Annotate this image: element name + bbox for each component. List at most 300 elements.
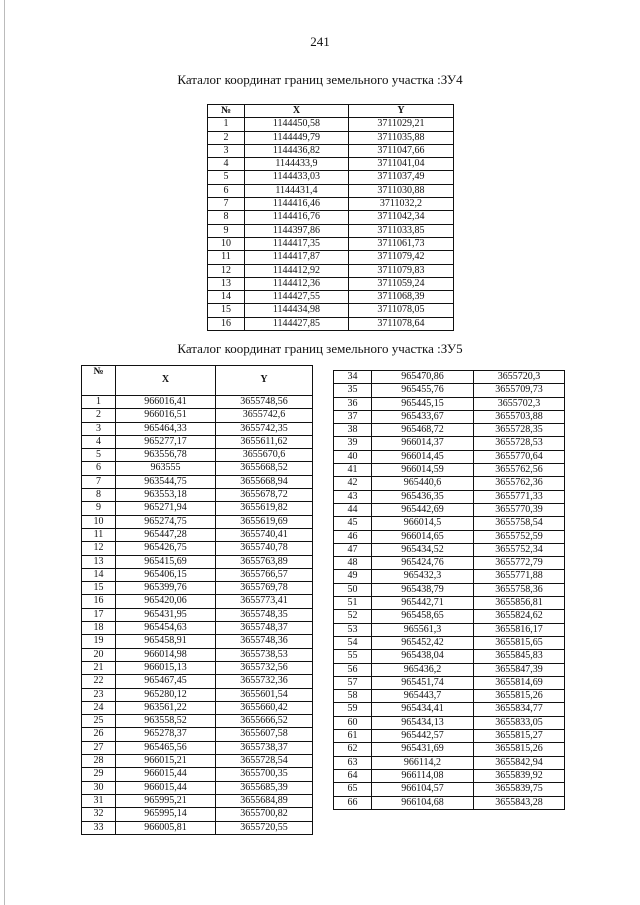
- column-header-number: №: [82, 366, 116, 396]
- cell-number: 6: [82, 462, 116, 475]
- cell-number: 1: [208, 118, 245, 131]
- cell-y: 3655742,6: [216, 409, 313, 422]
- table-row: [82, 701, 313, 714]
- cell-x: 966104,57: [372, 783, 474, 796]
- cell-y: 3655748,35: [216, 608, 313, 621]
- cell-y: 3655738,37: [216, 741, 313, 754]
- cell-y: 3655607,58: [216, 728, 313, 741]
- cell-number: 11: [82, 528, 116, 541]
- cell-y: 3655720,3: [474, 371, 565, 384]
- cell-x: 965424,76: [372, 557, 474, 570]
- table-row: [334, 743, 565, 756]
- cell-number: 54: [334, 636, 372, 649]
- table-header-row: [82, 366, 313, 396]
- cell-y: 3655758,54: [474, 517, 565, 530]
- table-row: [82, 622, 313, 635]
- cell-y: 3711037,49: [349, 171, 454, 184]
- cell-y: 3655762,36: [474, 477, 565, 490]
- table-row: [82, 555, 313, 568]
- cell-y: 3655834,77: [474, 703, 565, 716]
- cell-x: 1144417,87: [245, 251, 349, 264]
- cell-number: 3: [208, 144, 245, 157]
- cell-y: 3655611,62: [216, 435, 313, 448]
- cell-x: 965470,86: [372, 371, 474, 384]
- table-row: [208, 184, 454, 197]
- table-row: [334, 557, 565, 570]
- cell-x: 966014,37: [372, 437, 474, 450]
- cell-x: 965995,21: [116, 794, 216, 807]
- table-row: [208, 144, 454, 157]
- cell-y: 3655619,82: [216, 502, 313, 515]
- cell-x: 965274,75: [116, 515, 216, 528]
- cell-x: 1144433,9: [245, 158, 349, 171]
- table-row: [334, 769, 565, 782]
- cell-x: 965434,41: [372, 703, 474, 716]
- cell-number: 53: [334, 623, 372, 636]
- table-row: [334, 676, 565, 689]
- cell-number: 31: [82, 794, 116, 807]
- cell-y: 3711029,21: [349, 118, 454, 131]
- table-row: [334, 570, 565, 583]
- cell-number: 19: [82, 635, 116, 648]
- table-row: [334, 490, 565, 503]
- cell-x: 965454,63: [116, 622, 216, 635]
- cell-number: 42: [334, 477, 372, 490]
- cell-y: 3655728,53: [474, 437, 565, 450]
- cell-x: 965399,76: [116, 582, 216, 595]
- table-row: [334, 543, 565, 556]
- cell-y: 3655769,78: [216, 582, 313, 595]
- cell-x: 1144417,35: [245, 237, 349, 250]
- cell-number: 58: [334, 690, 372, 703]
- cell-x: 966015,44: [116, 768, 216, 781]
- cell-number: 15: [208, 304, 245, 317]
- cell-number: 37: [334, 410, 372, 423]
- table-row: [82, 542, 313, 555]
- table-row: [82, 608, 313, 621]
- table-row: [208, 131, 454, 144]
- table-row: [208, 291, 454, 304]
- table-row: [82, 688, 313, 701]
- cell-number: 64: [334, 769, 372, 782]
- cell-x: 965431,69: [372, 743, 474, 756]
- table-row: [334, 703, 565, 716]
- cell-x: 1144416,76: [245, 211, 349, 224]
- cell-y: 3711030,88: [349, 184, 454, 197]
- cell-y: 3655703,88: [474, 410, 565, 423]
- cell-y: 3655824,62: [474, 610, 565, 623]
- cell-number: 17: [82, 608, 116, 621]
- zu5-caption: Каталог координат границ земельного участка :ЗУ5: [177, 341, 463, 356]
- cell-x: 963544,75: [116, 475, 216, 488]
- table-row: [82, 728, 313, 741]
- cell-y: 3655773,41: [216, 595, 313, 608]
- table-row: [208, 304, 454, 317]
- table-row: [82, 449, 313, 462]
- cell-number: 59: [334, 703, 372, 716]
- table-row: [334, 716, 565, 729]
- cell-number: 30: [82, 781, 116, 794]
- cell-number: 16: [82, 595, 116, 608]
- cell-x: 965271,94: [116, 502, 216, 515]
- cell-x: 1144449,79: [245, 131, 349, 144]
- cell-y: 3655742,35: [216, 422, 313, 435]
- cell-number: 38: [334, 424, 372, 437]
- table-row: [82, 462, 313, 475]
- cell-number: 7: [208, 198, 245, 211]
- table-row: [334, 424, 565, 437]
- cell-x: 966014,65: [372, 530, 474, 543]
- cell-x: 1144434,98: [245, 304, 349, 317]
- cell-y: 3655814,69: [474, 676, 565, 689]
- cell-number: 41: [334, 464, 372, 477]
- cell-x: 1144397,86: [245, 224, 349, 237]
- cell-x: 965280,12: [116, 688, 216, 701]
- cell-x: 965431,95: [116, 608, 216, 621]
- cell-x: 965440,6: [372, 477, 474, 490]
- cell-x: 965436,35: [372, 490, 474, 503]
- cell-y: 3655752,34: [474, 543, 565, 556]
- cell-number: 45: [334, 517, 372, 530]
- cell-y: 3711079,83: [349, 264, 454, 277]
- cell-y: 3655678,72: [216, 489, 313, 502]
- table-row: [334, 503, 565, 516]
- cell-y: 3655748,37: [216, 622, 313, 635]
- table-row: [334, 796, 565, 809]
- column-header-x: X: [116, 366, 216, 396]
- cell-x: 965434,52: [372, 543, 474, 556]
- cell-x: 965438,79: [372, 583, 474, 596]
- cell-y: 3655815,27: [474, 730, 565, 743]
- table-row: [82, 396, 313, 409]
- cell-y: 3655815,26: [474, 743, 565, 756]
- cell-y: 3655700,35: [216, 768, 313, 781]
- cell-x: 965455,76: [372, 384, 474, 397]
- cell-number: 56: [334, 663, 372, 676]
- table-header-row: [208, 105, 454, 118]
- cell-x: 1144436,82: [245, 144, 349, 157]
- cell-number: 4: [208, 158, 245, 171]
- cell-y: 3711061,73: [349, 237, 454, 250]
- cell-x: 965277,17: [116, 435, 216, 448]
- cell-x: 966114,08: [372, 769, 474, 782]
- cell-y: 3711032,2: [349, 198, 454, 211]
- cell-y: 3655732,36: [216, 675, 313, 688]
- cell-x: 963553,18: [116, 489, 216, 502]
- cell-x: 965436,2: [372, 663, 474, 676]
- table-row: [82, 582, 313, 595]
- cell-x: 965458,65: [372, 610, 474, 623]
- cell-x: 966014,5: [372, 517, 474, 530]
- cell-x: 966015,13: [116, 661, 216, 674]
- cell-x: 965420,06: [116, 595, 216, 608]
- cell-x: 1144427,55: [245, 291, 349, 304]
- table-row: [334, 690, 565, 703]
- page-number: 241: [310, 34, 330, 49]
- cell-x: 966014,45: [372, 450, 474, 463]
- cell-x: 966005,81: [116, 821, 216, 834]
- cell-number: 63: [334, 756, 372, 769]
- table-row: [334, 636, 565, 649]
- cell-y: 3655815,65: [474, 636, 565, 649]
- cell-y: 3655843,28: [474, 796, 565, 809]
- table-row: [334, 437, 565, 450]
- cell-number: 57: [334, 676, 372, 689]
- cell-number: 14: [82, 568, 116, 581]
- cell-number: 12: [82, 542, 116, 555]
- cell-number: 3: [82, 422, 116, 435]
- cell-x: 965406,15: [116, 568, 216, 581]
- cell-number: 32: [82, 808, 116, 821]
- cell-number: 25: [82, 715, 116, 728]
- cell-x: 966014,59: [372, 464, 474, 477]
- cell-number: 13: [82, 555, 116, 568]
- cell-y: 3655740,41: [216, 528, 313, 541]
- cell-y: 3655847,39: [474, 663, 565, 676]
- cell-number: 49: [334, 570, 372, 583]
- cell-y: 3655816,17: [474, 623, 565, 636]
- cell-number: 10: [82, 515, 116, 528]
- cell-y: 3655619,69: [216, 515, 313, 528]
- table-row: [334, 517, 565, 530]
- cell-y: 3655771,33: [474, 490, 565, 503]
- zu5-coordinates-table-right: [333, 370, 565, 810]
- cell-y: 3655740,78: [216, 542, 313, 555]
- cell-number: 66: [334, 796, 372, 809]
- cell-x: 963555: [116, 462, 216, 475]
- cell-y: 3655738,53: [216, 648, 313, 661]
- table-row: [334, 384, 565, 397]
- cell-number: 50: [334, 583, 372, 596]
- column-header-x: X: [245, 105, 349, 118]
- table-row: [334, 610, 565, 623]
- cell-x: 963558,52: [116, 715, 216, 728]
- table-row: [82, 821, 313, 834]
- cell-x: 1144427,85: [245, 317, 349, 330]
- cell-x: 1144412,36: [245, 277, 349, 290]
- table-row: [334, 597, 565, 610]
- cell-y: 3655709,73: [474, 384, 565, 397]
- table-row: [334, 410, 565, 423]
- cell-y: 3711059,24: [349, 277, 454, 290]
- cell-y: 3655770,64: [474, 450, 565, 463]
- table-row: [334, 663, 565, 676]
- table-row: [82, 409, 313, 422]
- cell-x: 966016,41: [116, 396, 216, 409]
- table-row: [334, 530, 565, 543]
- cell-number: 7: [82, 475, 116, 488]
- table-row: [334, 477, 565, 490]
- cell-y: 3711068,39: [349, 291, 454, 304]
- table-row: [208, 158, 454, 171]
- table-row: [334, 450, 565, 463]
- table-row: [82, 489, 313, 502]
- table-row: [208, 198, 454, 211]
- table-row: [208, 317, 454, 330]
- cell-y: 3655856,81: [474, 597, 565, 610]
- cell-number: 16: [208, 317, 245, 330]
- scan-edge: [4, 0, 5, 905]
- cell-number: 22: [82, 675, 116, 688]
- cell-y: 3655845,83: [474, 650, 565, 663]
- cell-x: 965442,69: [372, 503, 474, 516]
- cell-x: 965995,14: [116, 808, 216, 821]
- cell-number: 8: [208, 211, 245, 224]
- cell-x: 965442,57: [372, 730, 474, 743]
- cell-number: 40: [334, 450, 372, 463]
- cell-x: 965451,74: [372, 676, 474, 689]
- table-row: [82, 715, 313, 728]
- cell-number: 62: [334, 743, 372, 756]
- cell-x: 963556,78: [116, 449, 216, 462]
- table-row: [208, 251, 454, 264]
- cell-y: 3711041,04: [349, 158, 454, 171]
- cell-number: 26: [82, 728, 116, 741]
- cell-number: 20: [82, 648, 116, 661]
- column-header-y: Y: [216, 366, 313, 396]
- table-row: [82, 768, 313, 781]
- cell-x: 965432,3: [372, 570, 474, 583]
- cell-x: 1144416,46: [245, 198, 349, 211]
- cell-number: 39: [334, 437, 372, 450]
- table-row: [208, 171, 454, 184]
- cell-number: 28: [82, 755, 116, 768]
- cell-y: 3655752,59: [474, 530, 565, 543]
- cell-x: 966114,2: [372, 756, 474, 769]
- cell-number: 8: [82, 489, 116, 502]
- table-row: [82, 808, 313, 821]
- cell-x: 965433,67: [372, 410, 474, 423]
- table-row: [82, 635, 313, 648]
- cell-y: 3655770,39: [474, 503, 565, 516]
- table-row: [82, 515, 313, 528]
- table-row: [82, 422, 313, 435]
- cell-y: 3655666,52: [216, 715, 313, 728]
- cell-x: 965452,42: [372, 636, 474, 649]
- cell-number: 36: [334, 397, 372, 410]
- cell-y: 3655748,56: [216, 396, 313, 409]
- cell-y: 3655833,05: [474, 716, 565, 729]
- cell-number: 12: [208, 264, 245, 277]
- cell-x: 965426,75: [116, 542, 216, 555]
- cell-x: 965442,71: [372, 597, 474, 610]
- table-row: [82, 475, 313, 488]
- cell-y: 3711047,66: [349, 144, 454, 157]
- cell-number: 24: [82, 701, 116, 714]
- cell-number: 21: [82, 661, 116, 674]
- cell-number: 44: [334, 503, 372, 516]
- cell-y: 3655732,56: [216, 661, 313, 674]
- cell-number: 11: [208, 251, 245, 264]
- table-row: [82, 595, 313, 608]
- cell-number: 9: [82, 502, 116, 515]
- cell-y: 3655815,26: [474, 690, 565, 703]
- table-row: [208, 264, 454, 277]
- cell-number: 52: [334, 610, 372, 623]
- cell-number: 9: [208, 224, 245, 237]
- cell-x: 966104,68: [372, 796, 474, 809]
- cell-y: 3655762,56: [474, 464, 565, 477]
- cell-number: 15: [82, 582, 116, 595]
- table-row: [208, 237, 454, 250]
- cell-y: 3655668,94: [216, 475, 313, 488]
- cell-x: 965278,37: [116, 728, 216, 741]
- cell-x: 965467,45: [116, 675, 216, 688]
- cell-x: 965465,56: [116, 741, 216, 754]
- cell-x: 965434,13: [372, 716, 474, 729]
- cell-number: 23: [82, 688, 116, 701]
- cell-number: 60: [334, 716, 372, 729]
- table-row: [334, 730, 565, 743]
- column-header-y: Y: [349, 105, 454, 118]
- table-row: [82, 661, 313, 674]
- cell-number: 61: [334, 730, 372, 743]
- cell-number: 34: [334, 371, 372, 384]
- column-header-number: №: [208, 105, 245, 118]
- table-row: [82, 568, 313, 581]
- cell-y: 3655702,3: [474, 397, 565, 410]
- cell-x: 966015,44: [116, 781, 216, 794]
- cell-x: 1144450,58: [245, 118, 349, 131]
- cell-y: 3655758,36: [474, 583, 565, 596]
- cell-x: 965458,91: [116, 635, 216, 648]
- table-row: [82, 794, 313, 807]
- cell-y: 3711033,85: [349, 224, 454, 237]
- zu4-caption: Каталог координат границ земельного участка :ЗУ4: [177, 72, 463, 87]
- cell-number: 18: [82, 622, 116, 635]
- cell-y: 3711078,05: [349, 304, 454, 317]
- table-row: [334, 756, 565, 769]
- table-row: [82, 648, 313, 661]
- cell-y: 3711042,34: [349, 211, 454, 224]
- cell-x: 966016,51: [116, 409, 216, 422]
- cell-y: 3655684,89: [216, 794, 313, 807]
- cell-x: 965464,33: [116, 422, 216, 435]
- table-row: [334, 583, 565, 596]
- table-row: [208, 211, 454, 224]
- table-row: [208, 118, 454, 131]
- table-row: [334, 650, 565, 663]
- cell-y: 3655771,88: [474, 570, 565, 583]
- cell-x: 963561,22: [116, 701, 216, 714]
- cell-x: 1144431,4: [245, 184, 349, 197]
- cell-x: 965445,15: [372, 397, 474, 410]
- table-row: [208, 224, 454, 237]
- cell-x: 1144433,03: [245, 171, 349, 184]
- cell-number: 35: [334, 384, 372, 397]
- cell-number: 55: [334, 650, 372, 663]
- cell-y: 3655763,89: [216, 555, 313, 568]
- table-row: [82, 781, 313, 794]
- table-row: [82, 435, 313, 448]
- cell-y: 3711078,64: [349, 317, 454, 330]
- cell-x: 966015,21: [116, 755, 216, 768]
- cell-number: 5: [82, 449, 116, 462]
- table-row: [82, 675, 313, 688]
- cell-y: 3655685,39: [216, 781, 313, 794]
- table-row: [82, 755, 313, 768]
- cell-x: 965561,3: [372, 623, 474, 636]
- cell-x: 965415,69: [116, 555, 216, 568]
- cell-y: 3655748,36: [216, 635, 313, 648]
- cell-y: 3655842,94: [474, 756, 565, 769]
- cell-number: 6: [208, 184, 245, 197]
- cell-y: 3655670,6: [216, 449, 313, 462]
- cell-y: 3655660,42: [216, 701, 313, 714]
- cell-number: 65: [334, 783, 372, 796]
- table-row: [82, 741, 313, 754]
- cell-y: 3655772,79: [474, 557, 565, 570]
